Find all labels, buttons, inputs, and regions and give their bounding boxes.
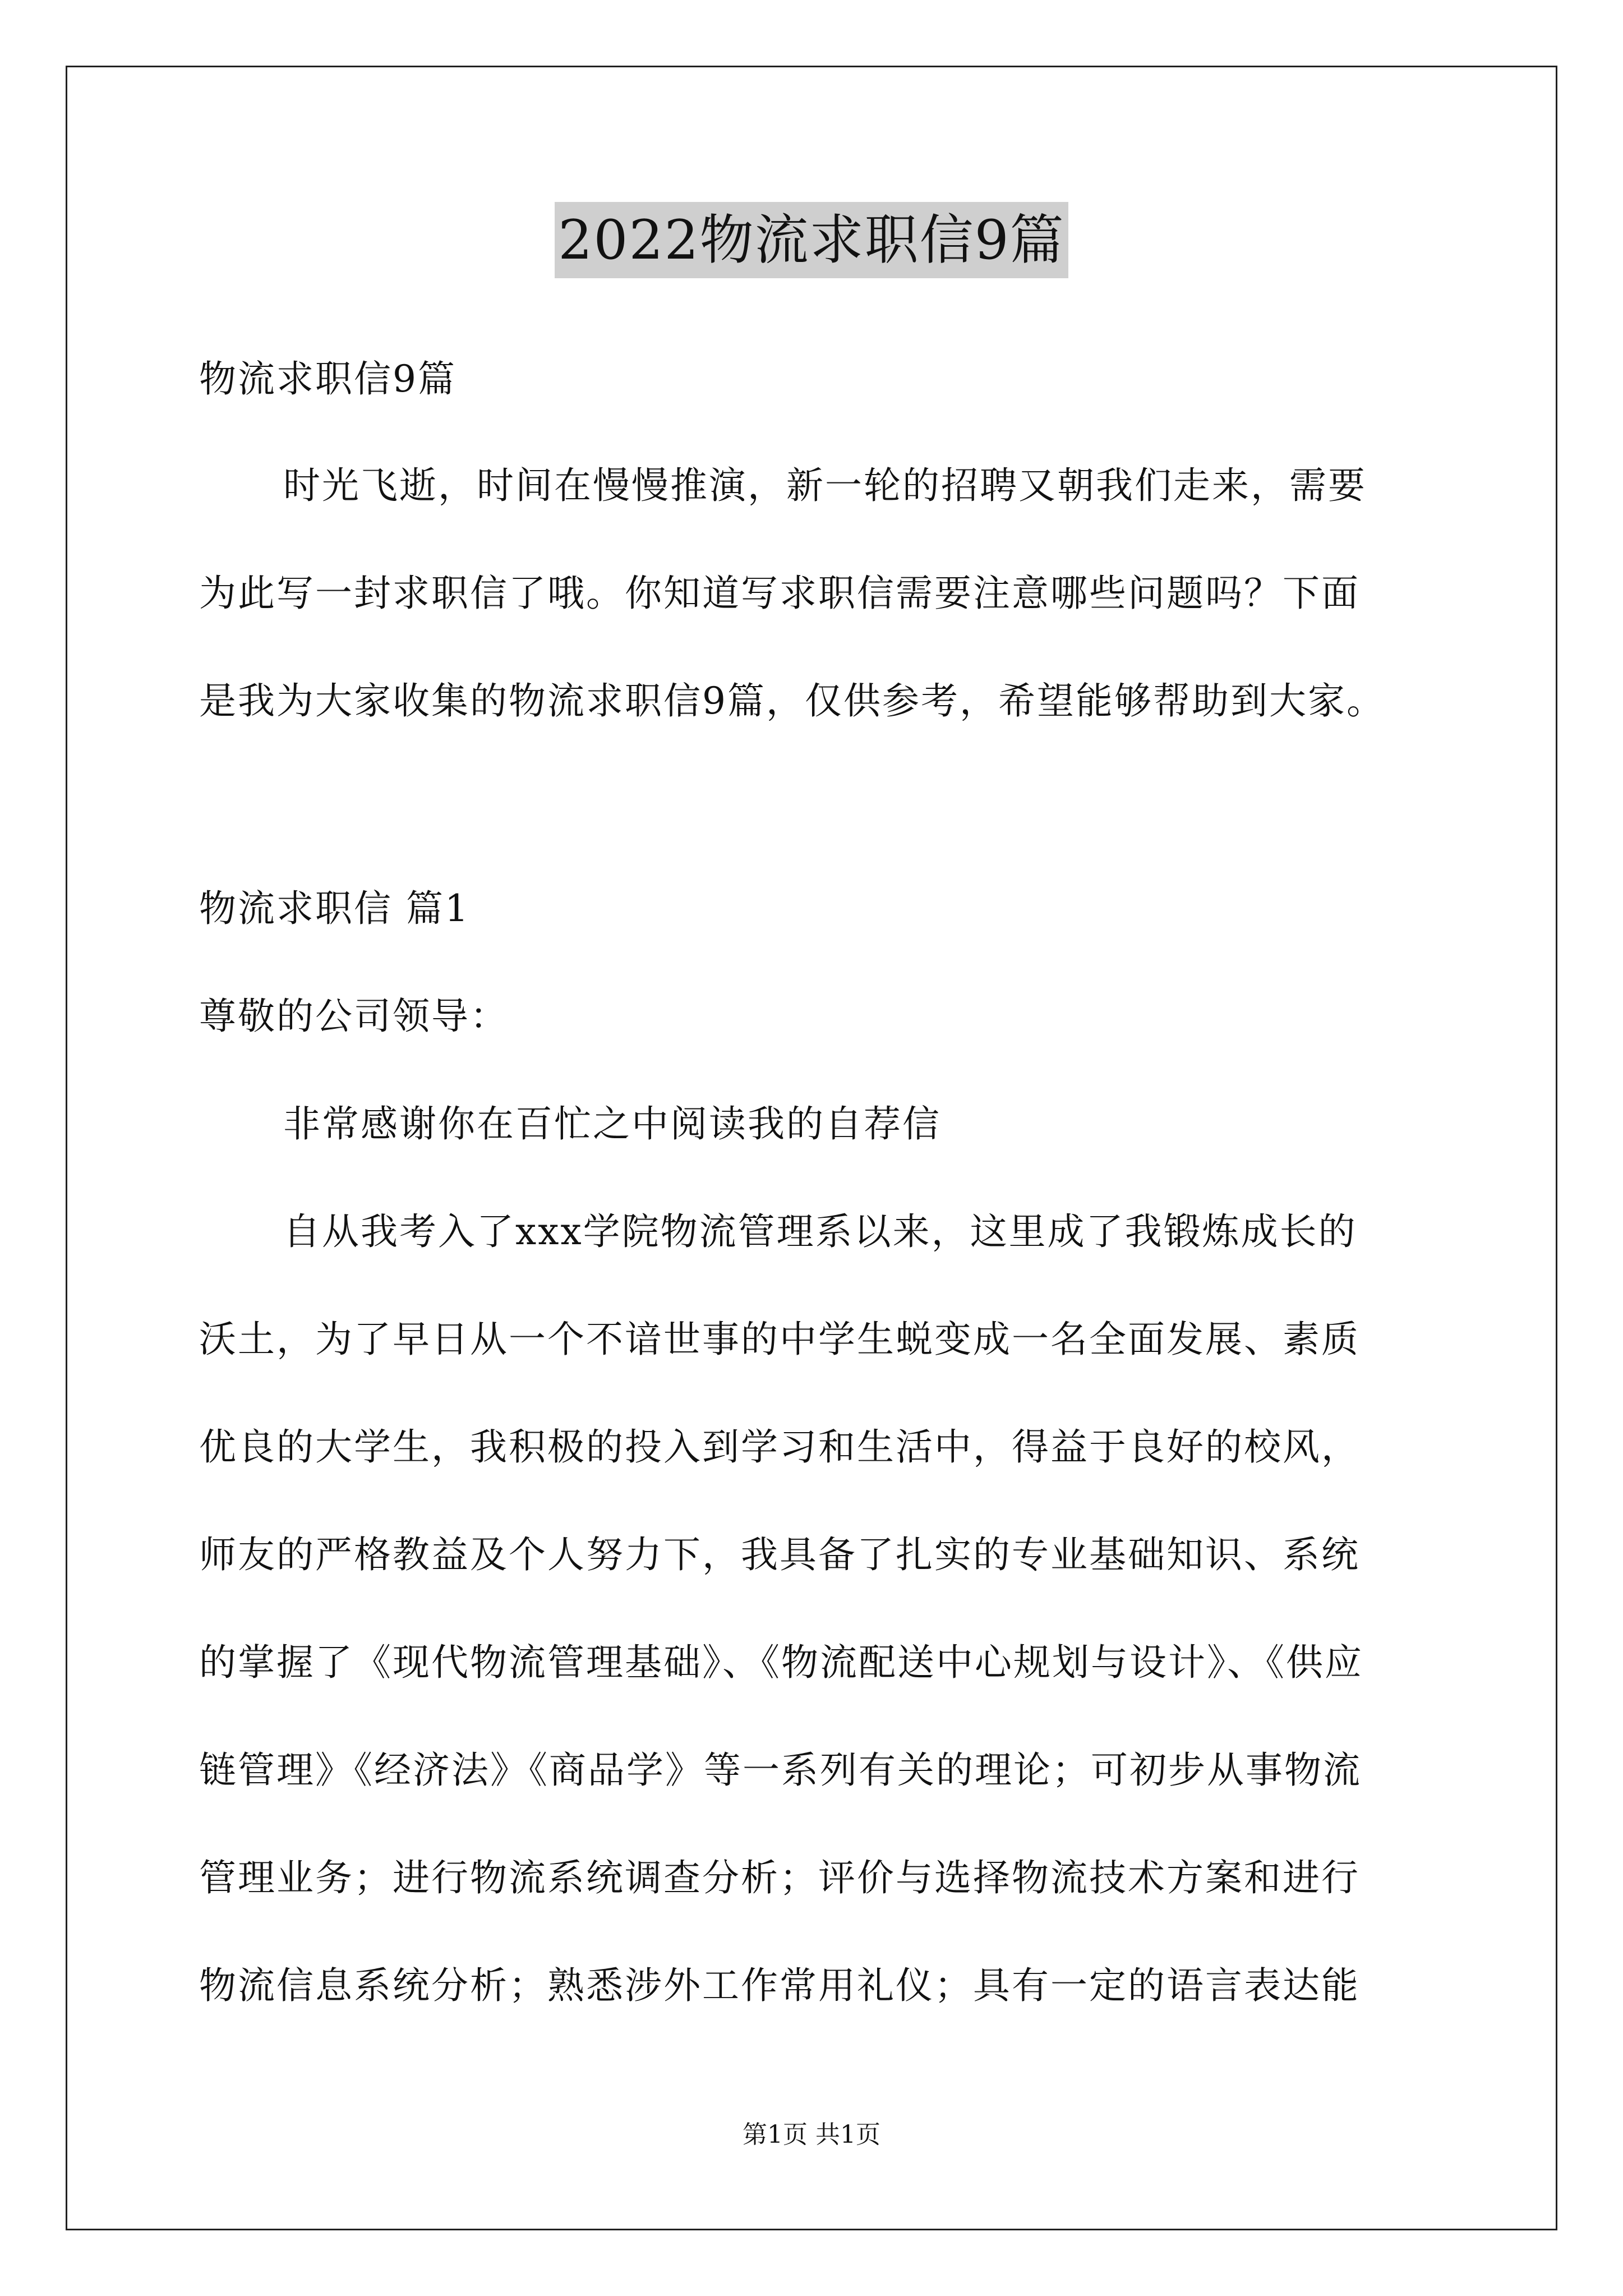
document-title: 2022物流求职信9篇 [555,202,1068,278]
document-subtitle: 物流求职信9篇 [199,357,457,401]
thanks-line: 非常感谢你在百忙之中阅读我的自荐信 [283,1102,941,1145]
intro-line-3: 是我为大家收集的物流求职信9篇，仅供参考，希望能够帮助到大家。 [199,679,1385,723]
intro-line-1: 时光飞逝，时间在慢慢推演，新一轮的招聘又朝我们走来，需要 [283,464,1367,507]
salutation: 尊敬的公司领导： [199,995,509,1038]
body-line-7: 管理业务；进行物流系统调查分析；评价与选择物流技术方案和进行 [199,1856,1360,1899]
body-line-8: 物流信息系统分析；熟悉涉外工作常用礼仪；具有一定的语言表达能 [199,1964,1360,2007]
body-line-2: 沃土，为了早日从一个不谙世事的中学生蜕变成一名全面发展、素质 [199,1318,1360,1361]
body-line-6: 链管理》《经济法》《商品学》等一系列有关的理论；可初步从事物流 [199,1749,1362,1792]
body-line-5: 的掌握了《现代物流管理基础》、《物流配送中心规划与设计》、《供应 [199,1641,1363,1684]
page-footer: 第1页 共1页 [743,2120,880,2149]
body-line-4: 师友的严格教益及个人努力下，我具备了扎实的专业基础知识、系统 [199,1533,1360,1576]
body-line-3: 优良的大学生，我积极的投入到学习和生活中，得益于良好的校风， [199,1425,1360,1469]
section-heading: 物流求职信 篇1 [199,887,470,930]
body-line-1: 自从我考入了xxx学院物流管理系以来，这里成了我锻炼成长的 [283,1210,1357,1253]
title-container [0,202,1623,278]
intro-line-2: 为此写一封求职信了哦。你知道写求职信需要注意哪些问题吗？下面 [199,572,1360,615]
